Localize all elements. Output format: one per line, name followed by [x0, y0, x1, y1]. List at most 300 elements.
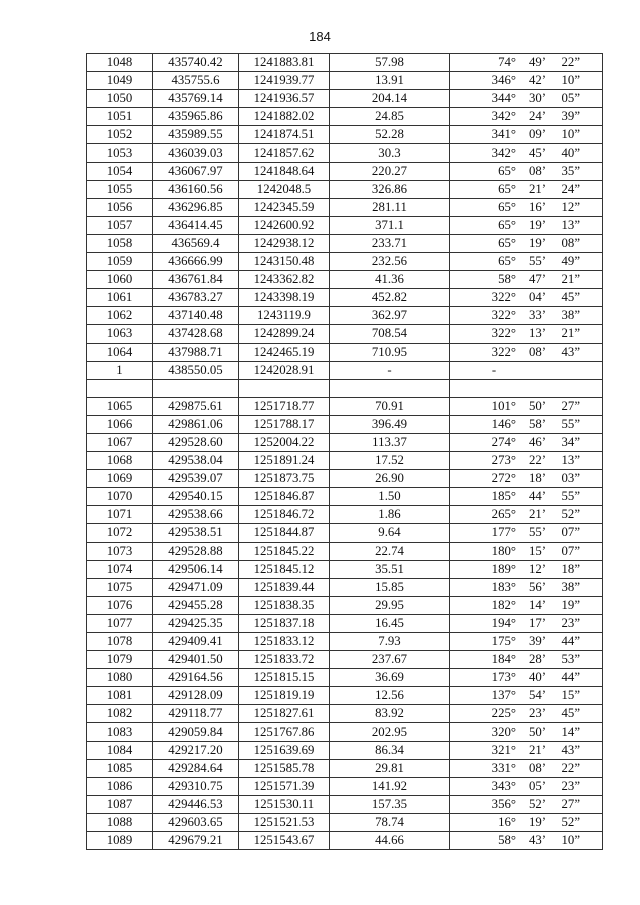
point-number-cell: 1054	[87, 162, 153, 180]
bearing-cell	[450, 741, 603, 759]
bearing-degrees: 65°	[498, 254, 516, 269]
bearing-cell	[450, 614, 603, 632]
bearing-minutes: 50’	[528, 398, 546, 413]
y-coordinate-cell: 1242600.92	[239, 216, 330, 234]
point-number-cell: 1077	[87, 614, 153, 632]
bearing-seconds: 43”	[561, 742, 580, 757]
y-coordinate-cell: 1243398.19	[239, 289, 330, 307]
point-number-cell: 1075	[87, 578, 153, 596]
distance-cell: 204.14	[330, 90, 450, 108]
distance-cell: 220.27	[330, 162, 450, 180]
x-coordinate-cell: 429540.15	[153, 488, 239, 506]
y-coordinate-cell: 1251839.44	[239, 578, 330, 596]
table-row	[87, 542, 603, 560]
bearing-seconds: 13”	[561, 453, 580, 468]
point-number-cell	[87, 379, 153, 397]
table-row	[87, 361, 603, 379]
bearing-degrees: 184°	[491, 652, 516, 667]
bearing-degrees: 58°	[498, 272, 516, 287]
table-row	[87, 705, 603, 723]
x-coordinate-cell: 436666.99	[153, 253, 239, 271]
bearing-seconds: 08”	[561, 235, 580, 250]
y-coordinate-cell: 1251639.69	[239, 741, 330, 759]
distance-cell: 83.92	[330, 705, 450, 723]
bearing-seconds: 52”	[561, 814, 580, 829]
y-coordinate-cell: 1251521.53	[239, 813, 330, 831]
bearing-minutes: 08’	[528, 760, 546, 775]
y-coordinate-cell: 1251819.19	[239, 687, 330, 705]
bearing-degrees: 321°	[491, 742, 516, 757]
bearing-seconds: 43”	[561, 344, 580, 359]
point-number-cell: 1055	[87, 180, 153, 198]
y-coordinate-cell: 1241848.64	[239, 162, 330, 180]
bearing-degrees: 322°	[491, 326, 516, 341]
bearing-minutes: 08’	[528, 344, 546, 359]
distance-cell: 52.28	[330, 126, 450, 144]
point-number-cell: 1067	[87, 433, 153, 451]
bearing-minutes: 42’	[528, 73, 546, 88]
bearing-cell	[450, 289, 603, 307]
table-row	[87, 379, 603, 397]
point-number-cell: 1084	[87, 741, 153, 759]
x-coordinate-cell: 435769.14	[153, 90, 239, 108]
y-coordinate-cell: 1251767.86	[239, 723, 330, 741]
distance-cell: 15.85	[330, 578, 450, 596]
x-coordinate-cell: 435989.55	[153, 126, 239, 144]
bearing-degrees: 175°	[491, 634, 516, 649]
table-row	[87, 198, 603, 216]
point-number-cell: 1069	[87, 470, 153, 488]
point-number-cell: 1074	[87, 560, 153, 578]
bearing-degrees: 322°	[491, 344, 516, 359]
bearing-degrees: 65°	[498, 181, 516, 196]
point-number-cell: 1076	[87, 596, 153, 614]
bearing-cell	[450, 452, 603, 470]
distance-cell: 36.69	[330, 669, 450, 687]
point-number-cell: 1082	[87, 705, 153, 723]
bearing-minutes: 56’	[528, 579, 546, 594]
bearing-cell	[450, 633, 603, 651]
bearing-seconds: 39”	[561, 109, 580, 124]
table-row	[87, 216, 603, 234]
table-row	[87, 524, 603, 542]
y-coordinate-cell: 1251543.67	[239, 832, 330, 850]
bearing-seconds: 21”	[561, 272, 580, 287]
distance-cell: 326.86	[330, 180, 450, 198]
x-coordinate-cell: 429471.09	[153, 578, 239, 596]
distance-cell: 362.97	[330, 307, 450, 325]
bearing-cell	[450, 560, 603, 578]
y-coordinate-cell	[239, 379, 330, 397]
x-coordinate-cell: 429217.20	[153, 741, 239, 759]
point-number-cell: 1071	[87, 506, 153, 524]
bearing-degrees: 65°	[498, 217, 516, 232]
bearing-degrees: 65°	[498, 199, 516, 214]
y-coordinate-cell: 1251571.39	[239, 777, 330, 795]
x-coordinate-cell	[153, 379, 239, 397]
bearing-cell	[450, 307, 603, 325]
bearing-minutes: 23’	[528, 706, 546, 721]
distance-cell: 710.95	[330, 343, 450, 361]
bearing-cell	[450, 777, 603, 795]
bearing-degrees: 173°	[491, 670, 516, 685]
table-row	[87, 832, 603, 850]
bearing-cell	[450, 126, 603, 144]
bearing-minutes: 50’	[528, 724, 546, 739]
distance-cell: 26.90	[330, 470, 450, 488]
bearing-cell	[450, 596, 603, 614]
bearing-seconds: 23”	[561, 615, 580, 630]
point-number-cell: 1070	[87, 488, 153, 506]
bearing-minutes: 15’	[528, 543, 546, 558]
bearing-degrees: 194°	[491, 615, 516, 630]
bearing-seconds: 55”	[561, 416, 580, 431]
distance-cell: 1.86	[330, 506, 450, 524]
bearing-minutes: 55’	[528, 254, 546, 269]
distance-cell: 113.37	[330, 433, 450, 451]
bearing-cell	[450, 723, 603, 741]
point-number-cell: 1058	[87, 234, 153, 252]
bearing-seconds: 40”	[561, 145, 580, 160]
y-coordinate-cell: 1242938.12	[239, 234, 330, 252]
bearing-cell	[450, 397, 603, 415]
point-number-cell: 1072	[87, 524, 153, 542]
distance-cell: 12.56	[330, 687, 450, 705]
table-row	[87, 90, 603, 108]
y-coordinate-cell: 1251833.72	[239, 651, 330, 669]
point-number-cell: 1089	[87, 832, 153, 850]
table-row	[87, 289, 603, 307]
distance-cell: 157.35	[330, 795, 450, 813]
y-coordinate-cell: 1251530.11	[239, 795, 330, 813]
table-row	[87, 452, 603, 470]
bearing-minutes: 54’	[528, 688, 546, 703]
bearing-cell	[450, 705, 603, 723]
bearing-minutes: 52’	[528, 796, 546, 811]
table-row	[87, 126, 603, 144]
table-row	[87, 614, 603, 632]
distance-cell: 29.81	[330, 759, 450, 777]
bearing-minutes: 40’	[528, 670, 546, 685]
x-coordinate-cell: 429538.51	[153, 524, 239, 542]
point-number-cell: 1073	[87, 542, 153, 560]
bearing-cell	[450, 433, 603, 451]
point-number-cell: 1087	[87, 795, 153, 813]
y-coordinate-cell: 1251845.12	[239, 560, 330, 578]
distance-cell: 452.82	[330, 289, 450, 307]
distance-cell	[330, 379, 450, 397]
bearing-minutes: 49’	[528, 55, 546, 70]
bearing-cell	[450, 271, 603, 289]
table-row	[87, 560, 603, 578]
y-coordinate-cell: 1243362.82	[239, 271, 330, 289]
y-coordinate-cell: 1241883.81	[239, 54, 330, 72]
bearing-minutes: 45’	[528, 145, 546, 160]
bearing-degrees: 74°	[498, 55, 516, 70]
y-coordinate-cell: 1251873.75	[239, 470, 330, 488]
bearing-minutes: 22’	[528, 453, 546, 468]
bearing-cell	[450, 54, 603, 72]
bearing-cell	[450, 669, 603, 687]
point-number-cell: 1083	[87, 723, 153, 741]
bearing-degrees: 189°	[491, 561, 516, 576]
bearing-seconds: 38”	[561, 308, 580, 323]
distance-cell: 29.95	[330, 596, 450, 614]
x-coordinate-cell: 429539.07	[153, 470, 239, 488]
table-row	[87, 651, 603, 669]
table-row	[87, 759, 603, 777]
table-row	[87, 271, 603, 289]
bearing-seconds: 45”	[561, 706, 580, 721]
x-coordinate-cell: 429425.35	[153, 614, 239, 632]
y-coordinate-cell: 1251844.87	[239, 524, 330, 542]
bearing-cell	[450, 795, 603, 813]
table-row	[87, 108, 603, 126]
bearing-degrees: 183°	[491, 579, 516, 594]
y-coordinate-cell: 1242345.59	[239, 198, 330, 216]
bearing-cell	[450, 108, 603, 126]
bearing-degrees: 343°	[491, 778, 516, 793]
bearing-minutes: 04’	[528, 290, 546, 305]
x-coordinate-cell: 429310.75	[153, 777, 239, 795]
y-coordinate-cell: 1241939.77	[239, 72, 330, 90]
bearing-cell	[450, 180, 603, 198]
bearing-cell	[450, 325, 603, 343]
bearing-cell	[450, 687, 603, 705]
bearing-cell	[450, 361, 603, 379]
x-coordinate-cell: 429538.04	[153, 452, 239, 470]
point-number-cell: 1086	[87, 777, 153, 795]
y-coordinate-cell: 1251891.24	[239, 452, 330, 470]
bearing-minutes: 19’	[528, 814, 546, 829]
bearing-seconds: 23”	[561, 778, 580, 793]
table-row	[87, 162, 603, 180]
bearing-cell	[450, 162, 603, 180]
y-coordinate-cell: 1241936.57	[239, 90, 330, 108]
bearing-minutes: 12’	[528, 561, 546, 576]
bearing-cell	[450, 198, 603, 216]
x-coordinate-cell: 429118.77	[153, 705, 239, 723]
bearing-minutes: 17’	[528, 615, 546, 630]
bearing-degrees: 265°	[491, 507, 516, 522]
bearing-seconds: 52”	[561, 507, 580, 522]
bearing-seconds: 24”	[561, 181, 580, 196]
x-coordinate-cell: 435965.86	[153, 108, 239, 126]
bearing-cell	[450, 832, 603, 850]
bearing-minutes: 39’	[528, 634, 546, 649]
point-number-cell: 1063	[87, 325, 153, 343]
x-coordinate-cell: 436160.56	[153, 180, 239, 198]
distance-cell: 237.67	[330, 651, 450, 669]
bearing-degrees: 185°	[491, 489, 516, 504]
page-number: 184	[309, 29, 331, 44]
x-coordinate-cell: 429538.66	[153, 506, 239, 524]
bearing-cell	[450, 415, 603, 433]
point-number-cell: 1079	[87, 651, 153, 669]
distance-cell: 17.52	[330, 452, 450, 470]
x-coordinate-cell: 429528.88	[153, 542, 239, 560]
bearing-minutes: 16’	[528, 199, 546, 214]
table-row	[87, 397, 603, 415]
bearing-cell	[450, 578, 603, 596]
y-coordinate-cell: 1251846.87	[239, 488, 330, 506]
bearing-degrees: 177°	[491, 525, 516, 540]
point-number-cell: 1056	[87, 198, 153, 216]
bearing-seconds: 03”	[561, 471, 580, 486]
bearing-degrees: 225°	[491, 706, 516, 721]
x-coordinate-cell: 429059.84	[153, 723, 239, 741]
bearing-degrees: 274°	[491, 435, 516, 450]
bearing-seconds: 13”	[561, 217, 580, 232]
y-coordinate-cell: 1242048.5	[239, 180, 330, 198]
bearing-seconds: 15”	[561, 688, 580, 703]
bearing-seconds: 19”	[561, 597, 580, 612]
bearing-minutes: 46’	[528, 435, 546, 450]
bearing-degrees: 16°	[498, 814, 516, 829]
point-number-cell: 1078	[87, 633, 153, 651]
table-row	[87, 813, 603, 831]
table-row	[87, 180, 603, 198]
bearing-minutes: 21’	[528, 742, 546, 757]
table-row	[87, 578, 603, 596]
point-number-cell: 1081	[87, 687, 153, 705]
distance-cell: 141.92	[330, 777, 450, 795]
y-coordinate-cell: 1242028.91	[239, 361, 330, 379]
bearing-minutes: 30’	[528, 91, 546, 106]
x-coordinate-cell: 429603.65	[153, 813, 239, 831]
bearing-seconds: 21”	[561, 326, 580, 341]
x-coordinate-cell: 437988.71	[153, 343, 239, 361]
x-coordinate-cell: 436414.45	[153, 216, 239, 234]
bearing-seconds: 45”	[561, 290, 580, 305]
bearing-degrees: 65°	[498, 235, 516, 250]
bearing-cell	[450, 524, 603, 542]
x-coordinate-cell: 429164.56	[153, 669, 239, 687]
x-coordinate-cell: 429679.21	[153, 832, 239, 850]
distance-cell: 233.71	[330, 234, 450, 252]
y-coordinate-cell: 1251838.35	[239, 596, 330, 614]
x-coordinate-cell: 429528.60	[153, 433, 239, 451]
x-coordinate-cell: 429409.41	[153, 633, 239, 651]
bearing-minutes: 55’	[528, 525, 546, 540]
point-number-cell: 1066	[87, 415, 153, 433]
x-coordinate-cell: 429284.64	[153, 759, 239, 777]
distance-cell: 41.36	[330, 271, 450, 289]
bearing-degrees: 346°	[491, 73, 516, 88]
x-coordinate-cell: 435755.6	[153, 72, 239, 90]
table-row	[87, 307, 603, 325]
coordinates-table	[86, 53, 603, 850]
table-row	[87, 687, 603, 705]
distance-cell: 13.91	[330, 72, 450, 90]
bearing-minutes: 18’	[528, 471, 546, 486]
x-coordinate-cell: 437140.48	[153, 307, 239, 325]
bearing-seconds: 49”	[561, 254, 580, 269]
distance-cell: 281.11	[330, 198, 450, 216]
distance-cell: 24.85	[330, 108, 450, 126]
bearing-seconds: 07”	[561, 525, 580, 540]
bearing-seconds: 22”	[561, 760, 580, 775]
point-number-cell: 1065	[87, 397, 153, 415]
bearing-minutes: 47’	[528, 272, 546, 287]
x-coordinate-cell: 436783.27	[153, 289, 239, 307]
bearing-degrees: 272°	[491, 471, 516, 486]
point-number-cell: 1048	[87, 54, 153, 72]
bearing-degrees: 342°	[491, 145, 516, 160]
bearing-minutes: 13’	[528, 326, 546, 341]
bearing-degrees: 273°	[491, 453, 516, 468]
x-coordinate-cell: 429401.50	[153, 651, 239, 669]
y-coordinate-cell: 1242465.19	[239, 343, 330, 361]
bearing-degrees: 65°	[498, 163, 516, 178]
point-number-cell: 1060	[87, 271, 153, 289]
point-number-cell: 1064	[87, 343, 153, 361]
table-row	[87, 596, 603, 614]
y-coordinate-cell: 1251827.61	[239, 705, 330, 723]
table-row	[87, 488, 603, 506]
distance-cell: 70.91	[330, 397, 450, 415]
bearing-seconds: 18”	[561, 561, 580, 576]
bearing-minutes: 09’	[528, 127, 546, 142]
table-row	[87, 415, 603, 433]
table-row	[87, 433, 603, 451]
y-coordinate-cell: 1251845.22	[239, 542, 330, 560]
distance-cell: 371.1	[330, 216, 450, 234]
bearing-seconds: 35”	[561, 163, 580, 178]
bearing-minutes: 21’	[528, 181, 546, 196]
y-coordinate-cell: 1242899.24	[239, 325, 330, 343]
y-coordinate-cell: 1251833.12	[239, 633, 330, 651]
table-row	[87, 144, 603, 162]
distance-cell: 232.56	[330, 253, 450, 271]
table-row	[87, 54, 603, 72]
table-row	[87, 741, 603, 759]
y-coordinate-cell: 1243119.9	[239, 307, 330, 325]
point-number-cell: 1068	[87, 452, 153, 470]
bearing-degrees: 356°	[491, 796, 516, 811]
y-coordinate-cell: 1252004.22	[239, 433, 330, 451]
bearing-degrees: 322°	[491, 308, 516, 323]
bearing-cell	[450, 216, 603, 234]
y-coordinate-cell: 1251585.78	[239, 759, 330, 777]
bearing-minutes: 24’	[528, 109, 546, 124]
table-row	[87, 234, 603, 252]
table-row	[87, 325, 603, 343]
table-row	[87, 633, 603, 651]
bearing-seconds: 07”	[561, 543, 580, 558]
bearing-seconds: 14”	[561, 724, 580, 739]
bearing-degrees: 146°	[491, 416, 516, 431]
bearing-degrees: 101°	[491, 398, 516, 413]
x-coordinate-cell: 436296.85	[153, 198, 239, 216]
x-coordinate-cell: 429861.06	[153, 415, 239, 433]
bearing-degrees: 320°	[491, 724, 516, 739]
bearing-seconds: 53”	[561, 652, 580, 667]
table-row	[87, 72, 603, 90]
bearing-cell	[450, 759, 603, 777]
table-row	[87, 470, 603, 488]
bearing-degrees: 344°	[491, 91, 516, 106]
bearing-cell	[450, 144, 603, 162]
table-row	[87, 253, 603, 271]
table-row	[87, 777, 603, 795]
distance-cell: 1.50	[330, 488, 450, 506]
bearing-degrees: 137°	[491, 688, 516, 703]
bearing-degrees: 58°	[498, 833, 516, 848]
coordinates-table-body	[87, 54, 603, 850]
distance-cell: 35.51	[330, 560, 450, 578]
y-coordinate-cell: 1251837.18	[239, 614, 330, 632]
